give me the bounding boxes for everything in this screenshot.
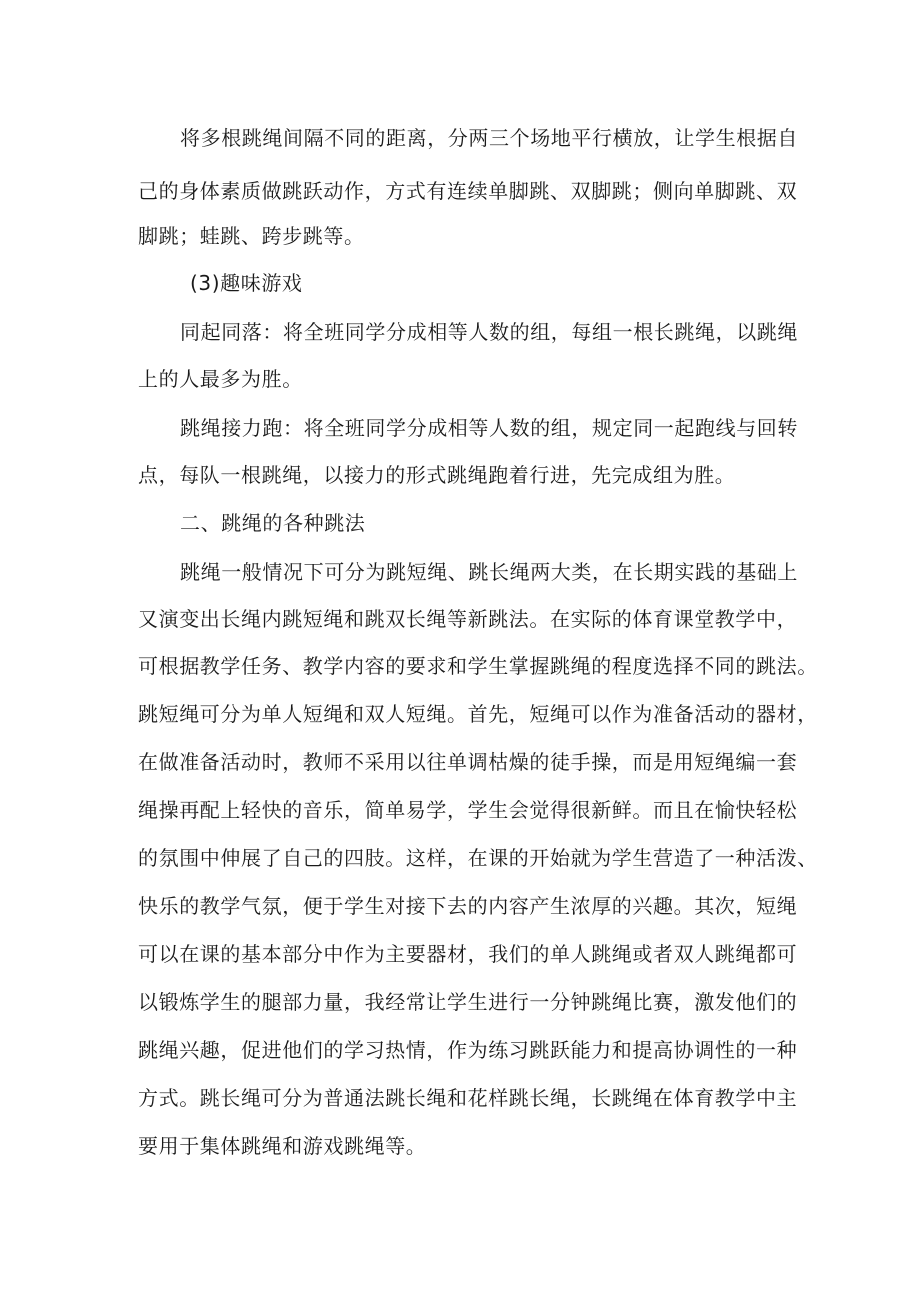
text-line: 可根据教学任务、教学内容的要求和学生掌握跳绳的程度选择不同的跳法。 [138, 654, 818, 678]
text-line: 跳短绳可分为单人短绳和双人短绳。首先，短绳可以作为准备活动的器材， [138, 702, 818, 726]
text-line: 以锻炼学生的腿部力量，我经常让学生进行一分钟跳绳比赛，激发他们的 [138, 990, 798, 1014]
text-line: 脚跳；蛙跳、跨步跳等。 [138, 224, 365, 248]
text-line: 方式。跳长绳可分为普通法跳长绳和花样跳长绳，长跳绳在体育教学中主 [138, 1086, 798, 1110]
text-line: 可以在课的基本部分中作为主要器材，我们的单人跳绳或者双人跳绳都可 [138, 942, 798, 966]
text-line: 将多根跳绳间隔不同的距离，分两三个场地平行横放，让学生根据自 [180, 126, 798, 150]
text-line: 快乐的教学气氛，便于学生对接下去的内容产生浓厚的兴趣。其次，短绳 [138, 894, 798, 918]
text-line: 上的人最多为胜。 [138, 367, 303, 391]
text-line: 点，每队一根跳绳，以接力的形式跳绳跑着行进，先完成组为胜。 [138, 463, 736, 487]
text-line: 要用于集体跳绳和游戏跳绳等。 [138, 1134, 427, 1158]
text-line: 在做准备活动时，教师不采用以往单调枯燥的徒手操，而是用短绳编一套 [138, 750, 798, 774]
text-line: 跳绳兴趣，促进他们的学习热情，作为练习跳跃能力和提高协调性的一种 [138, 1038, 798, 1062]
text-line: 己的身体素质做跳跃动作，方式有连续单脚跳、双脚跳；侧向单脚跳、双 [138, 179, 798, 203]
text-line: 的氛围中伸展了自己的四肢。这样，在课的开始就为学生营造了一种活泼、 [138, 846, 818, 870]
section-subheading: (3)趣味游戏 [190, 271, 303, 295]
section-heading: 二、跳绳的各种跳法 [180, 511, 366, 535]
text-line: 又演变出长绳内跳短绳和跳双长绳等新跳法。在实际的体育课堂教学中， [138, 607, 798, 631]
text-line: 同起同落：将全班同学分成相等人数的组，每组一根长跳绳，以跳绳 [180, 320, 798, 344]
text-line: 跳绳一般情况下可分为跳短绳、跳长绳两大类，在长期实践的基础上 [180, 560, 798, 584]
text-line: 跳绳接力跑：将全班同学分成相等人数的组，规定同一起跑线与回转 [180, 416, 798, 440]
text-line: 绳操再配上轻快的音乐，简单易学，学生会觉得很新鲜。而且在愉快轻松 [138, 798, 798, 822]
